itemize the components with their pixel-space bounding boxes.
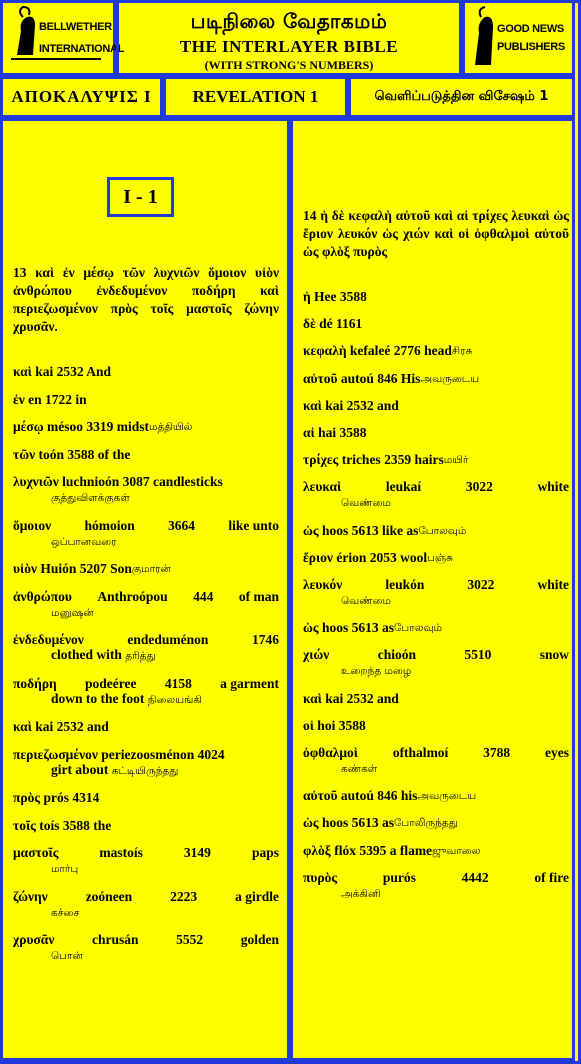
word-part: ζώνην	[13, 888, 48, 904]
english-gloss: girt about	[51, 761, 112, 777]
gloss-line	[13, 861, 279, 876]
word-part: περιεζωσμένον periezoosménon 4024	[13, 746, 225, 762]
tamil-gloss: நிலையங்கி	[147, 693, 202, 706]
word-line	[13, 747, 279, 763]
word-part: λυχνιῶν luchnioón 3087 candlesticks	[13, 474, 223, 489]
word-entry	[303, 870, 569, 901]
word-entry	[13, 518, 279, 549]
word-part: τῶν toón 3588 of the	[13, 446, 131, 462]
word-part: φλὸξ flóx 5395 a flame	[303, 842, 433, 858]
word-part: ὡς hoos 5613 like as	[303, 522, 419, 538]
word-part: leukón	[385, 577, 425, 592]
word-line	[13, 561, 279, 577]
tamil-gloss: போலிருந்தது	[393, 817, 458, 830]
word-line	[303, 691, 569, 707]
word-part: πρὸς prós 4314	[13, 790, 100, 805]
bellwether-logo	[0, 0, 125, 76]
word-part: hómoion	[84, 517, 135, 533]
gloss-line	[13, 648, 279, 663]
word-part: white	[537, 577, 569, 592]
tamil-gloss: பஞ்சு	[427, 551, 454, 564]
tamil-gloss: குமாரன்	[131, 563, 171, 575]
word-part: chrusán	[92, 932, 139, 947]
word-entry	[303, 371, 569, 387]
word-entry	[303, 620, 569, 636]
word-part: καὶ kai 2532 and	[303, 397, 399, 413]
english-book-title: REVELATION 1	[163, 76, 348, 118]
word-line	[13, 818, 279, 834]
word-part: 3022	[465, 479, 493, 495]
word-line	[13, 447, 279, 463]
tamil-gloss: அவருடைய	[417, 790, 477, 803]
word-entry	[13, 589, 279, 620]
word-line	[13, 932, 279, 948]
word-line	[303, 289, 569, 305]
word-part: zoóneen	[85, 888, 133, 904]
word-part: λευκόν	[303, 577, 343, 592]
tamil-gloss: ஒப்பானவரை	[51, 535, 117, 548]
tamil-gloss: வெண்மை	[341, 497, 391, 510]
word-line	[13, 392, 279, 408]
word-entry	[13, 790, 279, 806]
word-part: ofthalmoí	[392, 745, 449, 760]
bellwether-ram-icon	[3, 3, 113, 73]
tamil-gloss: குத்துவிளக்குகள்	[51, 492, 130, 504]
verse-13-text: 13 καὶ ἐν μέσῳ τῶν λυχνιῶν ὅμοιον υἱὸν ἀνθρώπου ἐνδεδυμένον ποδήρη καὶ περιεζωσμένον πρὸς τοῖς μαστοῖς ζώνην χρυσᾶν.	[13, 265, 279, 334]
logo-text-line2: INTERNATIONAL	[39, 43, 125, 55]
word-line	[303, 343, 569, 359]
logo-text-line1: GOOD NEWS	[497, 23, 564, 35]
word-entry	[303, 289, 569, 305]
word-part: like unto	[228, 517, 279, 533]
right-column	[290, 118, 575, 1061]
word-line	[303, 620, 569, 636]
subtitle: (WITH STRONG'S NUMBERS)	[204, 58, 374, 72]
word-part: μαστοῖς	[13, 845, 59, 860]
word-line	[13, 589, 279, 605]
word-entry	[13, 392, 279, 408]
english-gloss: down to the foot	[51, 690, 148, 706]
tamil-gloss: கட்டியிருந்தது	[111, 764, 179, 777]
word-part: 3664	[168, 517, 196, 533]
word-line	[13, 419, 279, 435]
gloss-line	[13, 948, 279, 963]
word-part: Anthroópou	[97, 588, 168, 604]
word-entry	[303, 745, 569, 776]
word-part: 5510	[464, 647, 492, 663]
gloss-line	[13, 692, 279, 707]
word-part: πυρὸς	[303, 869, 338, 885]
word-part: ποδήρη	[13, 675, 57, 691]
word-entry	[13, 747, 279, 778]
logo-text-line2: PUBLISHERS	[497, 41, 565, 53]
word-entry	[13, 474, 279, 505]
word-part: καὶ kai 2532 and	[13, 719, 109, 734]
word-entry	[13, 561, 279, 577]
word-line	[303, 745, 569, 761]
word-entry	[303, 479, 569, 510]
english-title: THE INTERLAYER BIBLE	[179, 37, 399, 56]
word-part: μέσῳ mésoo 3319 midst	[13, 419, 150, 434]
tamil-gloss: வெண்மை	[341, 595, 391, 607]
word-part: golden	[240, 932, 279, 947]
tamil-title: படிநிலை வேதாகமம்	[190, 9, 388, 33]
word-part: podeéree	[85, 675, 137, 691]
tamil-gloss: சிரசு	[451, 345, 473, 358]
word-part: καὶ kai 2532 and	[303, 690, 399, 706]
word-part: of man	[238, 588, 279, 604]
word-line	[13, 889, 279, 905]
left-column	[0, 118, 290, 1061]
word-part: ἀνθρώπου	[13, 588, 72, 604]
word-entry	[303, 815, 569, 831]
word-part: αὐτοῦ autoú 846 His	[303, 370, 421, 386]
tamil-gloss: உறைந்த மழை	[341, 665, 412, 678]
word-line	[303, 647, 569, 663]
gloss-line	[13, 534, 279, 549]
word-line	[303, 452, 569, 468]
word-entry	[303, 647, 569, 678]
tamil-book-title: வெளிப்படுத்தின விசேஷம் 1	[348, 76, 575, 118]
gloss-line	[303, 495, 569, 510]
gloss-line	[303, 663, 569, 678]
word-line	[303, 815, 569, 831]
word-entry	[13, 719, 279, 735]
word-line	[13, 845, 279, 861]
word-entry	[303, 425, 569, 441]
word-part: αἱ hai 3588	[303, 425, 367, 440]
good-news-logo	[462, 0, 575, 76]
title-block	[116, 0, 462, 76]
tamil-gloss: அவருடைய	[420, 372, 480, 385]
word-part: δὲ dé 1161	[303, 316, 363, 332]
word-entry	[303, 718, 569, 734]
word-part: τοῖς toís 3588 the	[13, 817, 112, 833]
tamil-gloss: தரித்து	[125, 650, 156, 662]
word-line	[303, 371, 569, 387]
word-part: 4158	[164, 675, 192, 691]
word-entry	[13, 419, 279, 435]
word-part: a garment	[220, 675, 279, 691]
gloss-line	[13, 490, 279, 505]
word-entry	[303, 843, 569, 859]
word-line	[303, 425, 569, 441]
word-part: 444	[193, 588, 214, 604]
word-line	[13, 719, 279, 735]
word-part: καὶ kai 2532 And	[13, 364, 111, 379]
word-part: ἡ Hee 3588	[303, 289, 367, 304]
word-part: αὐτοῦ autoú 846 his	[303, 788, 418, 804]
word-entry	[13, 932, 279, 963]
word-part: 4442	[461, 869, 489, 885]
word-entry	[303, 788, 569, 804]
word-line	[303, 718, 569, 734]
word-part: mastoís	[99, 845, 143, 860]
tamil-gloss: மார்பு	[51, 863, 79, 875]
word-entry	[303, 577, 569, 608]
word-part: ὀφθαλμοὶ	[303, 745, 358, 760]
gloss-line	[13, 905, 279, 920]
word-line	[13, 518, 279, 534]
word-part: οἱ hoi 3588	[303, 717, 366, 733]
word-part: 1746	[251, 632, 279, 647]
word-part: purós	[382, 869, 416, 885]
word-part: chioón	[377, 647, 416, 663]
tamil-gloss: அக்கினி	[341, 887, 381, 900]
word-part: 3149	[183, 845, 211, 860]
word-part: 3022	[467, 577, 495, 592]
word-line	[13, 632, 279, 648]
tamil-gloss: மத்தியில்	[149, 421, 193, 433]
word-line	[303, 788, 569, 804]
gloss-line	[13, 605, 279, 620]
word-entry	[303, 550, 569, 566]
word-entry	[13, 845, 279, 876]
word-entry	[13, 447, 279, 463]
english-gloss: clothed with	[51, 647, 126, 662]
word-entry	[303, 452, 569, 468]
word-part: eyes	[544, 745, 569, 760]
tamil-gloss: மயிர்	[443, 454, 469, 467]
word-line	[303, 523, 569, 539]
word-part: ἐνδεδυμένον	[13, 632, 84, 647]
word-part: χιών	[303, 647, 330, 663]
word-part: ἐν en 1722 in	[13, 391, 87, 407]
word-part: χρυσᾶν	[13, 932, 55, 947]
word-part: white	[537, 479, 569, 495]
tamil-gloss: ஜுவாலை	[432, 844, 481, 857]
word-line	[13, 676, 279, 692]
tamil-gloss: போலவும்	[393, 622, 442, 635]
word-line	[303, 479, 569, 495]
word-entry	[13, 818, 279, 834]
word-part: κεφαλὴ kefaleé 2776 head	[303, 343, 452, 359]
gloss-line	[303, 593, 569, 608]
word-entry	[303, 691, 569, 707]
word-part: τρίχες triches 2359 hairs	[303, 452, 444, 468]
word-line	[303, 550, 569, 566]
word-part: ὡς hoos 5613 as	[303, 620, 394, 636]
gloss-line	[303, 761, 569, 776]
word-part: ὡς hoos 5613 as	[303, 815, 394, 831]
chapter-label: I - 1	[107, 177, 174, 217]
word-part: ὅμοιον	[13, 517, 52, 533]
word-entry	[303, 343, 569, 359]
word-part: of fire	[534, 869, 569, 885]
word-line	[303, 843, 569, 859]
word-part: snow	[539, 647, 569, 663]
word-part: υἱὸν Huión 5207 Son	[13, 561, 132, 576]
word-part: endeduménon	[127, 632, 209, 647]
greek-book-title: ΑΠΟΚΑΛΥΨΙΣ Ι	[0, 76, 163, 118]
gloss-line	[303, 886, 569, 901]
word-part: paps	[251, 845, 279, 860]
gloss-line	[13, 763, 279, 778]
tamil-gloss: கண்கள்	[341, 763, 378, 775]
word-line	[303, 316, 569, 332]
word-part: 2223	[170, 888, 198, 904]
word-line	[303, 577, 569, 593]
word-part: ἔριον érion 2053 wool	[303, 549, 428, 565]
tamil-gloss: கச்சை	[51, 906, 80, 919]
word-entry	[303, 523, 569, 539]
word-line	[13, 790, 279, 806]
verse-14-text: 14 ἡ δὲ κεφαλὴ αὐτοῦ καὶ αἱ τρίχες λευκαὶ ὡς ἔριον λευκόν ὡς χιών καὶ οἱ ὀφθαλμοὶ αὐτοῦ ὡς φλὸξ πυρὸς	[303, 208, 569, 259]
word-line	[13, 474, 279, 490]
lamb-icon	[465, 3, 573, 73]
word-line	[303, 870, 569, 886]
word-entry	[13, 676, 279, 707]
word-part: 5552	[176, 932, 204, 947]
word-entry	[303, 316, 569, 332]
word-part: leukaí	[385, 479, 422, 495]
word-part: 3788	[483, 745, 511, 760]
tamil-gloss: பொன்	[51, 950, 83, 962]
word-entry	[303, 398, 569, 414]
word-part: a girdle	[235, 888, 279, 904]
tamil-gloss: போலவும்	[418, 524, 467, 537]
word-entry	[13, 632, 279, 663]
word-entry	[13, 364, 279, 380]
word-line	[13, 364, 279, 380]
logo-text-line1: BELLWETHER	[39, 21, 112, 33]
word-line	[303, 398, 569, 414]
word-part: λευκαὶ	[303, 479, 342, 495]
word-entry	[13, 889, 279, 920]
tamil-gloss: மனுஷன்	[51, 606, 94, 619]
